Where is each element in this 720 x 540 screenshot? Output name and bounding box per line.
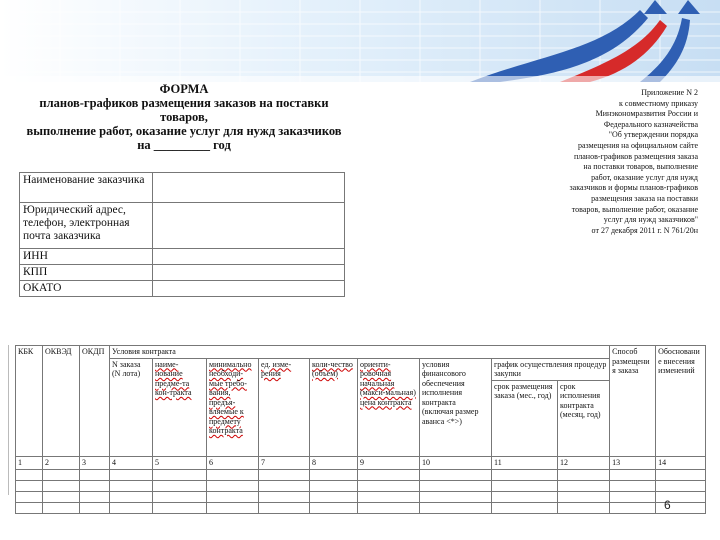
initial-price-header (358, 358, 420, 456)
form-title-line: выполнение работ, оказание услуг для нужд заказчиков (26, 124, 342, 138)
header-banner (0, 0, 720, 82)
table-row (16, 346, 706, 359)
customer-address-value (153, 203, 345, 249)
inn-value (153, 249, 345, 265)
table-row (16, 480, 706, 491)
appendix-line: от 27 декабря 2011 г. N 761/20н (591, 225, 698, 235)
schedule-table (15, 345, 706, 514)
execution-term-header: срок исполнения контракта (месяц, год) (558, 380, 610, 456)
column-number: 8 (310, 456, 358, 469)
inn-label: ИНН (20, 249, 153, 265)
banner-graphic (0, 0, 720, 82)
okved-header: ОКВЭД (43, 346, 80, 457)
page-number: 6 (664, 498, 671, 512)
okato-value (153, 281, 345, 297)
order-number-header: N заказа (N лота) (110, 358, 153, 456)
appendix-line: планов-графиков размещения заказа (573, 151, 698, 161)
column-number: 3 (80, 456, 110, 469)
column-number: 10 (420, 456, 492, 469)
customer-name-label: Наименование заказчика (20, 173, 153, 203)
min-requirements-header (207, 358, 259, 456)
column-number: 2 (43, 456, 80, 469)
customer-address-label: Юридический адрес, телефон, электронная почта заказчика (20, 203, 153, 249)
okato-label: ОКАТО (20, 281, 153, 297)
appendix-line: размещения на официальном сайте (577, 140, 698, 150)
quantity-header (310, 358, 358, 456)
appendix-line: на поставки товаров, выполнение (583, 162, 698, 172)
column-number: 4 (110, 456, 153, 469)
appendix-line: Минэкономразвития России и (595, 109, 698, 119)
table-row (20, 249, 345, 265)
unit-header (259, 358, 310, 456)
customer-name-value (153, 173, 345, 203)
customer-info-table (19, 172, 345, 297)
kbk-header: КБК (16, 346, 43, 457)
form-title-line: планов-графиков размещения заказов на поставки (39, 96, 329, 110)
column-number: 5 (153, 456, 207, 469)
item-name-text: наиме-нование предме-та кон-тракта (155, 359, 192, 397)
form-title (14, 82, 354, 152)
placement-term-header: срок размещения заказа (мес., год) (492, 380, 558, 456)
table-row (20, 203, 345, 249)
appendix-line: работ, оказание услуг для нужд (591, 172, 698, 182)
appendix-line: размещения заказа на поставки (591, 193, 698, 203)
appendix-line: Федерального казначейства (603, 119, 698, 129)
quantity-text: коли-чество (объем) (312, 359, 353, 378)
appendix-line: Приложение N 2 (641, 88, 698, 97)
divider (8, 345, 9, 495)
kpp-label: КПП (20, 265, 153, 281)
table-row (16, 358, 706, 380)
table-row (20, 173, 345, 203)
item-name-header (153, 358, 207, 456)
column-number: 12 (558, 456, 610, 469)
appendix-line: "Об утверждении порядка (608, 130, 698, 140)
initial-price-text: ориенти-ровочная начальная (макси-мальная) цена контракта (360, 359, 416, 407)
finance-terms-header: условия финансового обеспечения исполнения контракта (включая размер аванса <*>) (420, 358, 492, 456)
column-number: 14 (656, 456, 706, 469)
table-row (16, 502, 706, 513)
column-numbers-row (16, 456, 706, 469)
procurement-schedule-header: график осуществления процедур закупки (492, 358, 610, 380)
column-number: 13 (610, 456, 656, 469)
column-number: 9 (358, 456, 420, 469)
okdp-header: ОКДП (80, 346, 110, 457)
column-number: 1 (16, 456, 43, 469)
table-row (20, 265, 345, 281)
kpp-value (153, 265, 345, 281)
justification-header: Обоснование внесения изменений (656, 346, 706, 457)
appendix-note (532, 88, 698, 236)
column-number: 6 (207, 456, 259, 469)
min-requirements-text: минимально необходи-мые требо-вания, предъя-вляемые к предмету контракта (209, 359, 252, 435)
column-number: 7 (259, 456, 310, 469)
table-row (20, 281, 345, 297)
appendix-line: заказчиков и формы планов-графиков (569, 183, 698, 193)
placement-method-header: Способ размещения заказа (610, 346, 656, 457)
form-title-line: ФОРМА (159, 82, 209, 96)
form-title-line: товаров, (160, 110, 208, 124)
appendix-line: к совместному приказу (619, 98, 698, 108)
contract-conditions-header: Условия контракта (110, 346, 610, 359)
column-number: 11 (492, 456, 558, 469)
table-row (16, 491, 706, 502)
table-row (16, 469, 706, 480)
appendix-line: товаров, выполнение работ, оказание (571, 204, 698, 214)
appendix-line: услуг для нужд заказчиков" (603, 215, 698, 225)
form-title-line: на _________ год (137, 138, 231, 152)
unit-text: ед. изме-рения (261, 359, 292, 378)
